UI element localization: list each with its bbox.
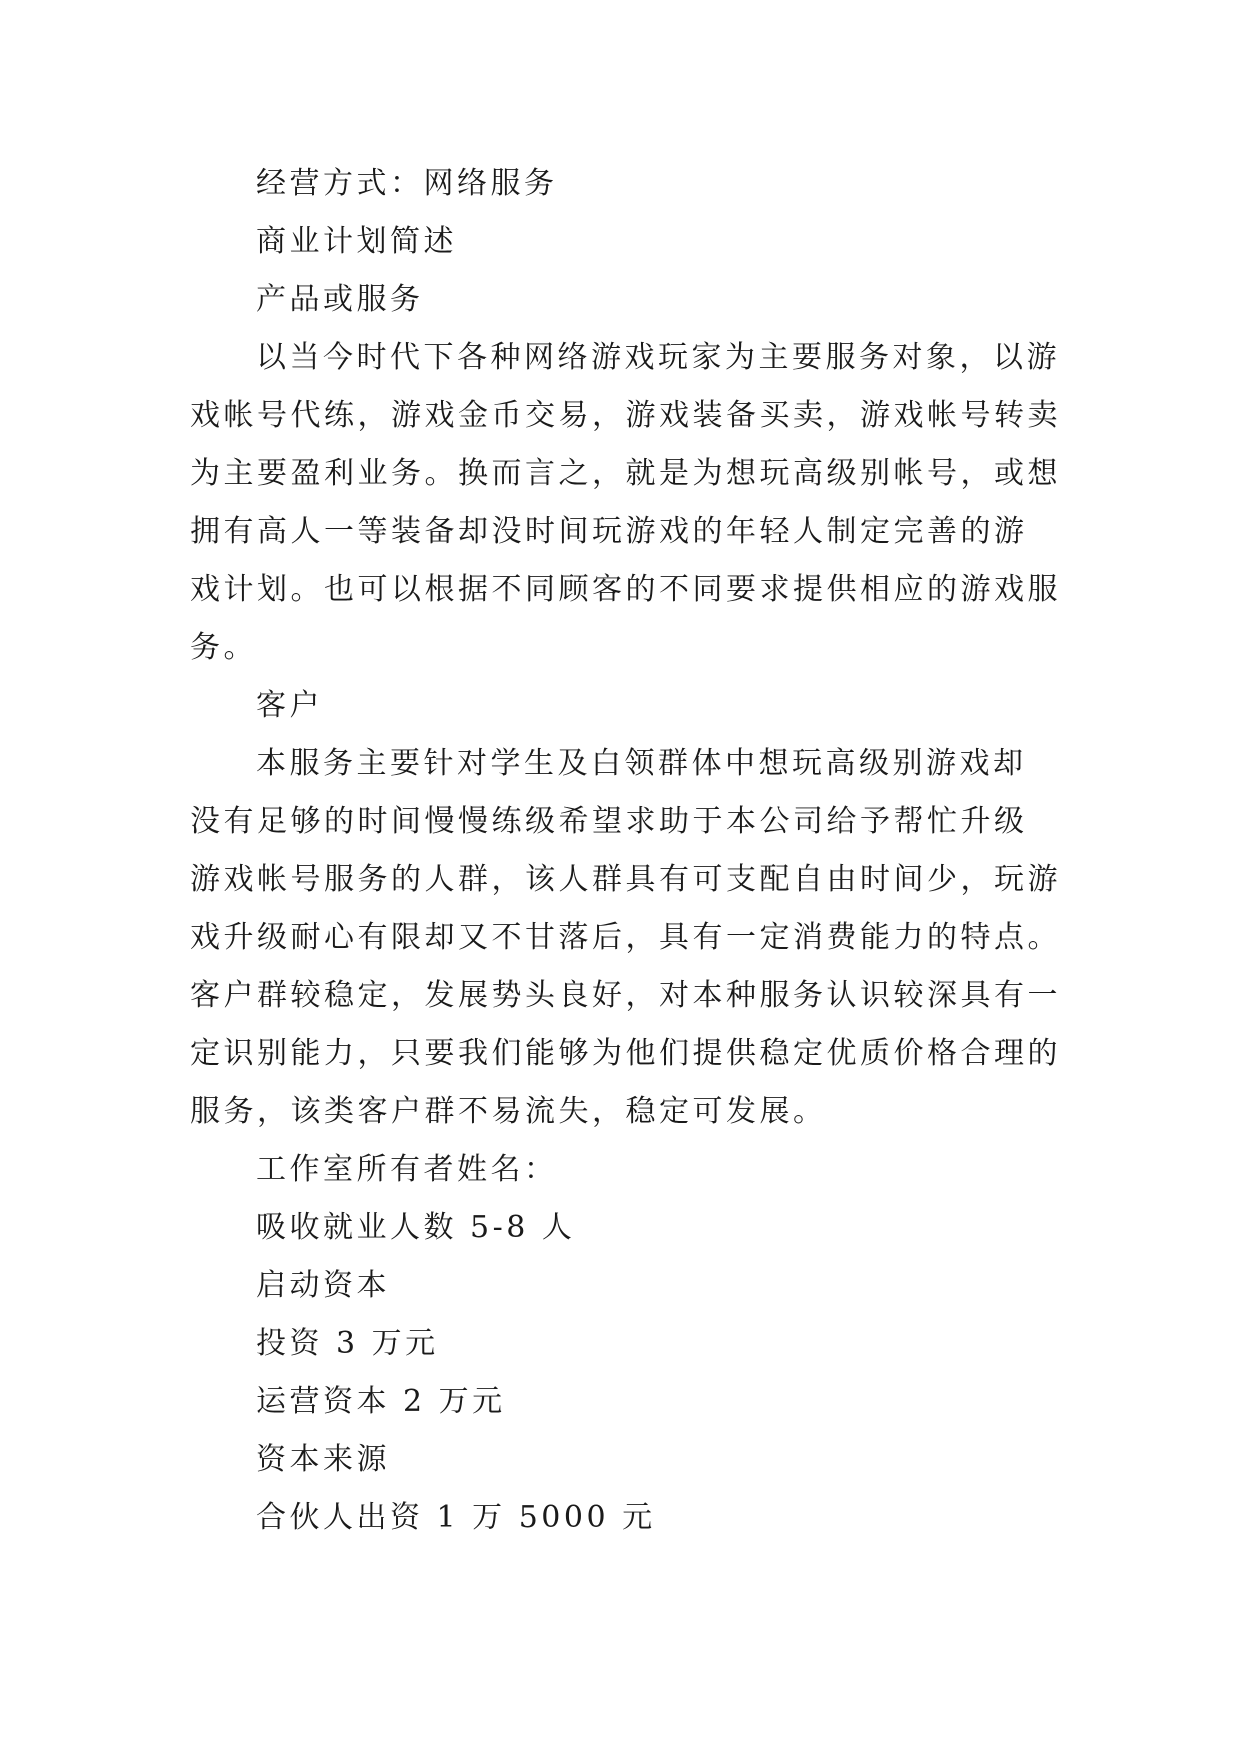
customer-heading: 客户 xyxy=(256,688,323,723)
customer-paragraph-line: 本服务主要针对学生及白领群体中想玩高级别游戏却 xyxy=(256,746,1027,781)
product-paragraph-line: 拥有高人一等装备却没时间玩游戏的年轻人制定完善的游 xyxy=(190,514,1028,549)
employment-line: 吸收就业人数 5-8 人 xyxy=(256,1210,576,1245)
investment-line: 投资 3 万元 xyxy=(256,1326,439,1361)
operating-capital-line: 运营资本 2 万元 xyxy=(256,1384,506,1419)
plan-summary-heading: 商业计划简述 xyxy=(256,224,457,259)
product-paragraph-line: 务。 xyxy=(190,630,257,665)
startup-capital-heading: 启动资本 xyxy=(256,1268,390,1303)
customer-paragraph-line: 服务，该类客户群不易流失，稳定可发展。 xyxy=(190,1094,827,1129)
product-paragraph-line: 为主要盈利业务。换而言之，就是为想玩高级别帐号，或想 xyxy=(190,456,1061,491)
product-paragraph-line: 戏帐号代练，游戏金币交易，游戏装备买卖，游戏帐号转卖 xyxy=(190,398,1061,433)
partner-contribution-line: 合伙人出资 1 万 5000 元 xyxy=(256,1500,656,1535)
business-mode-line: 经营方式：网络服务 xyxy=(256,166,558,201)
customer-paragraph-line: 客户群较稳定，发展势头良好，对本种服务认识较深具有一 xyxy=(190,978,1061,1013)
customer-paragraph-line: 游戏帐号服务的人群，该人群具有可支配自由时间少，玩游 xyxy=(190,862,1061,897)
customer-paragraph-line: 定识别能力，只要我们能够为他们提供稳定优质价格合理的 xyxy=(190,1036,1061,1071)
product-paragraph-line: 戏计划。也可以根据不同顾客的不同要求提供相应的游戏服 xyxy=(190,572,1061,607)
customer-paragraph-line: 没有足够的时间慢慢练级希望求助于本公司给予帮忙升级 xyxy=(190,804,1028,839)
capital-source-heading: 资本来源 xyxy=(256,1442,390,1477)
product-heading: 产品或服务 xyxy=(256,282,424,317)
owner-name-line: 工作室所有者姓名： xyxy=(256,1152,558,1187)
customer-paragraph-line: 戏升级耐心有限却又不甘落后，具有一定消费能力的特点。 xyxy=(190,920,1061,955)
product-paragraph-line: 以当今时代下各种网络游戏玩家为主要服务对象，以游 xyxy=(256,340,1060,375)
